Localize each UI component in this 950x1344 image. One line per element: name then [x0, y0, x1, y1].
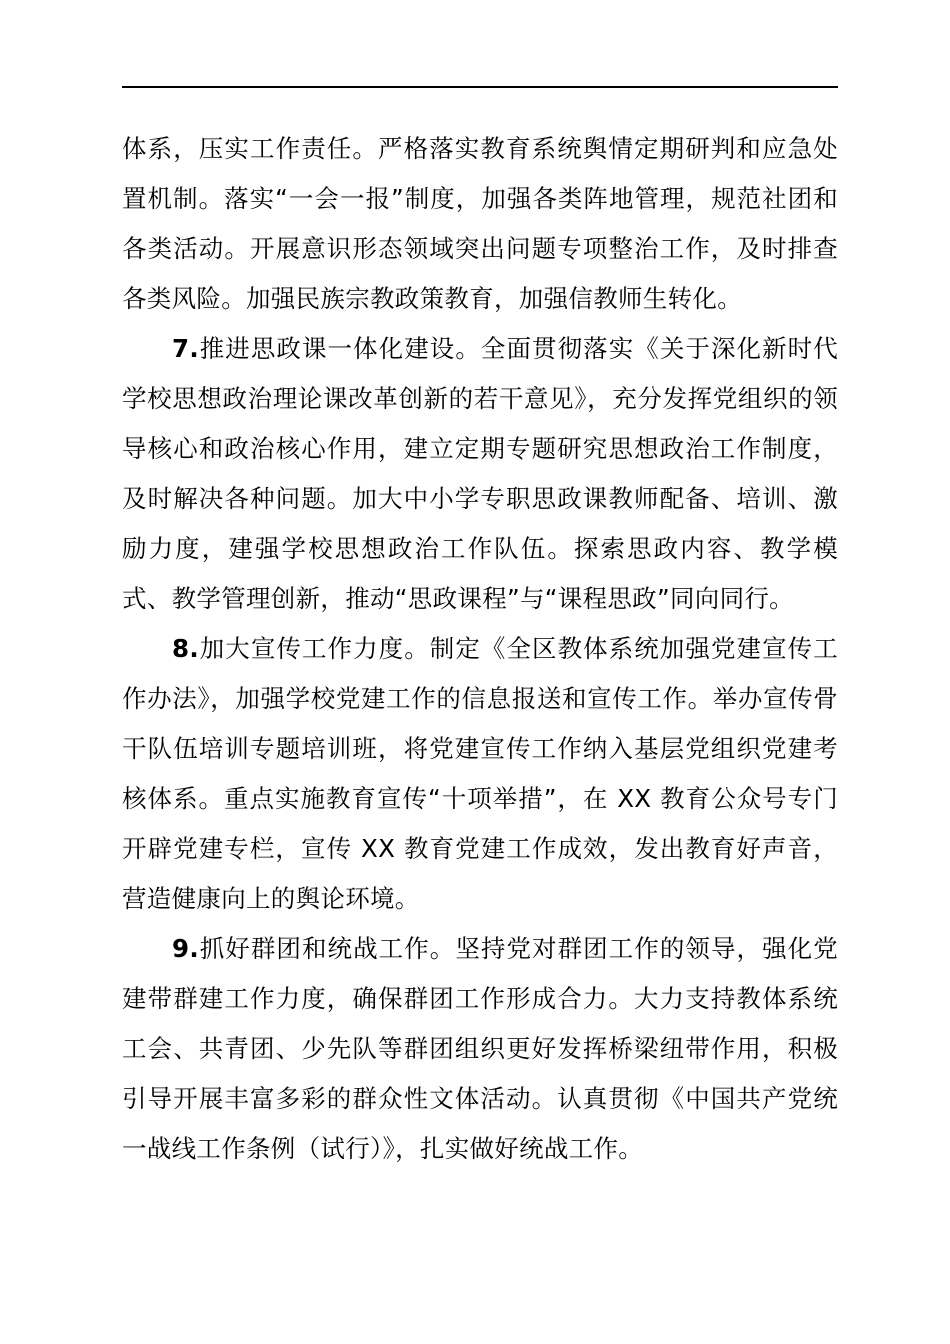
paragraph-7-text: 推进思政课一体化建设。全面贯彻落实《关于深化新时代学校思想政治理论课改革创新的若干意见》，充分发挥党组织的领导核心和政治核心作用，建立定期专题研究思想政治工作制度，及时解决各种问题。加大中小学专职思政课教师配备、培训、激励力度，建强学校思想政治工作队伍。探索思政内容、教学模式、教学管理创新，推动“思政课程”与“课程思政”同向同行。	[122, 334, 838, 613]
paragraph-1-text: 体系，压实工作责任。严格落实教育系统舆情定期研判和应急处置机制。落实“一会一报”制度，加强各类阵地管理，规范社团和各类活动。开展意识形态领域突出问题专项整治工作，及时排查各类风险。加强民族宗教政策教育，加强信教师生转化。	[122, 134, 838, 313]
item-number-9: 9.	[172, 934, 199, 963]
paragraph-7	[122, 324, 838, 624]
document-body	[122, 124, 838, 1174]
paragraph-9-text: 抓好群团和统战工作。坚持党对群团工作的领导，强化党建带群建工作力度，确保群团工作形成合力。大力支持教体系统工会、共青团、少先队等群团组织更好发挥桥梁纽带作用，积极引导开展丰富多彩的群众性文体活动。认真贯彻《中国共产党统一战线工作条例（试行）》，扎实做好统战工作。	[122, 934, 838, 1163]
paragraph-8	[122, 624, 838, 924]
header-rule	[122, 86, 838, 88]
item-number-8: 8.	[172, 634, 199, 663]
paragraph-9	[122, 924, 838, 1174]
paragraph-1	[122, 124, 838, 324]
item-number-7: 7.	[172, 334, 199, 363]
paragraph-8-text: 加大宣传工作力度。制定《全区教体系统加强党建宣传工作办法》，加强学校党建工作的信息报送和宣传工作。举办宣传骨干队伍培训专题培训班，将党建宣传工作纳入基层党组织党建考核体系。重点实施教育宣传“十项举措”，在 XX 教育公众号专门开辟党建专栏，宣传 XX 教育党建工作成效，发出教育好声音，营造健康向上的舆论环境。	[122, 634, 838, 913]
